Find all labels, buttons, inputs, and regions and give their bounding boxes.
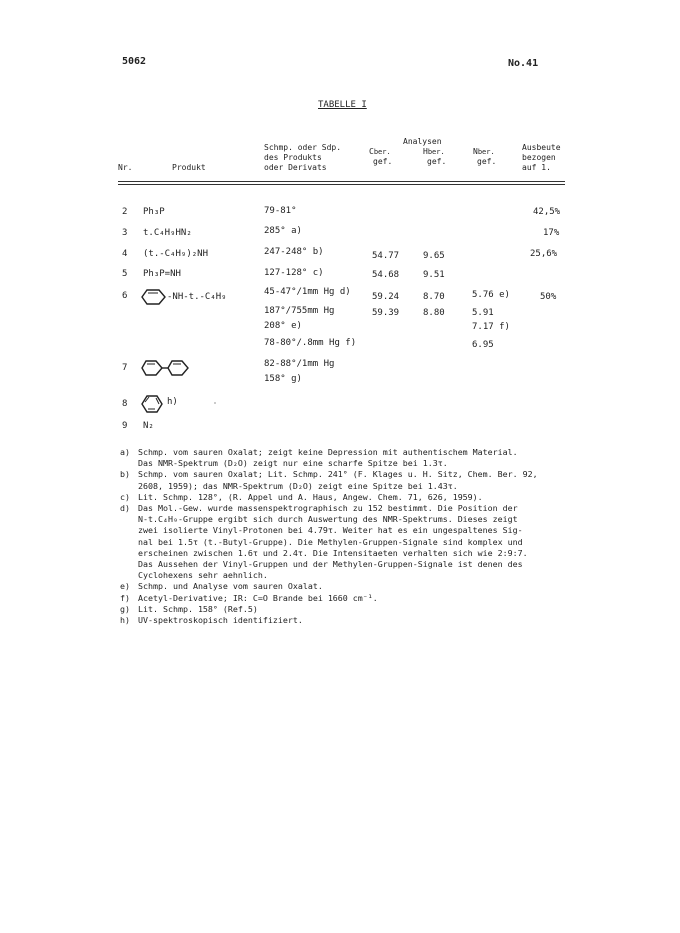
footnote-text: Cyclohexens sehr aehnlich.: [138, 570, 268, 581]
footnote-text: Das Aussehen der Vinyl-Gruppen und der Methylen-Gruppen-Signale ist denen des: [138, 559, 523, 570]
row-h: 8.80: [423, 308, 445, 318]
col-h-gef: gef.: [427, 157, 447, 166]
footnote-label: a): [120, 447, 130, 457]
footnote: [120, 604, 580, 615]
col-produkt: Produkt: [172, 163, 206, 172]
col-h-ber: ber.: [427, 148, 445, 156]
row-product: Ph₃P=NH: [143, 269, 181, 279]
footnote-text: 2608, 1959); das NMR-Spektrum (D₂O) zeigt eine Spitze bei 1.43τ.: [138, 480, 458, 491]
row-nr: 3: [122, 228, 128, 238]
row-mp: 158° g): [264, 374, 302, 384]
row-nr: 5: [122, 269, 128, 279]
footnote-label: d): [120, 503, 130, 514]
col-c-symbol: C: [369, 147, 374, 156]
row-yield: 50%: [540, 292, 557, 302]
row-product: N₂: [143, 421, 154, 431]
row-mp: 285° a): [264, 226, 302, 236]
row-product: (t.-C₄H₉)₂NH: [143, 249, 209, 259]
footnote: [120, 447, 580, 458]
footnote-text: Schmp. vom sauren Oxalat; Lit. Schmp. 241° (F. Klages u. H. Sitz, Chem. Ber. 92,: [138, 469, 538, 480]
table-title: TABELLE I: [318, 100, 367, 110]
footnote-label: e): [120, 581, 130, 592]
footnote: [120, 503, 580, 514]
col-h: [423, 147, 446, 167]
row-h: 8.70: [423, 292, 445, 302]
issue-number: No.41: [508, 58, 539, 69]
row-nr: 7: [122, 363, 128, 373]
col-ausbeute-line: auf 1.: [522, 163, 551, 172]
row-h: 9.51: [423, 270, 445, 280]
footnote-text: Schmp. und Analyse vom sauren Oxalat.: [138, 581, 323, 592]
col-nr: Nr.: [118, 163, 133, 172]
footnote-label: h): [120, 615, 130, 626]
row-product: h): [167, 397, 178, 407]
footnote-text: UV-spektroskopisch identifiziert.: [138, 615, 303, 626]
footnote-text: erscheinen zwischen 1.6τ und 2.4τ. Die Intensitaeten verhalten sich wie 2:9:7.: [138, 547, 528, 558]
row-mp: 208° e): [264, 321, 302, 331]
footnote: [120, 615, 580, 626]
col-schmp: [264, 143, 341, 173]
col-c-gef: gef.: [373, 157, 393, 166]
row-c: 59.24: [372, 292, 400, 302]
row-yield: 25,6%: [530, 249, 558, 259]
header-rule: [118, 181, 565, 182]
col-schmp-line: oder Derivats: [264, 163, 327, 172]
col-analysen: Analysen: [403, 137, 442, 146]
row-mp: 127-128° c): [264, 268, 324, 278]
row-mp: 78-80°/.8mm Hg f): [264, 338, 357, 348]
footnotes: [120, 447, 580, 626]
footnote-label: f): [120, 592, 130, 603]
footnote-label: g): [120, 603, 130, 614]
header-rule-double: [118, 184, 565, 185]
col-schmp-line: Schmp. oder Sdp.: [264, 143, 342, 152]
footnote: [120, 469, 580, 480]
benzene-ring-icon: [141, 393, 163, 415]
scan-speck: [214, 402, 216, 404]
col-ausbeute-line: bezogen: [522, 153, 556, 162]
row-product: Ph₃P: [143, 207, 165, 217]
footnote-text: nal bei 1.5τ (t.-Butyl-Gruppe). Die Methylen-Gruppen-Signale sind komplex und: [138, 536, 523, 547]
row-h: 9.65: [423, 251, 445, 261]
row-mp: 187°/755mm Hg: [264, 306, 335, 316]
col-n-gef: gef.: [477, 157, 497, 166]
row-n: 6.95: [472, 340, 494, 350]
row-n: 5.91: [472, 308, 494, 318]
cyclohexene-ring-icon: [141, 288, 167, 306]
row-nr: 4: [122, 249, 128, 259]
footnote-label: b): [120, 469, 130, 480]
col-h-symbol: H: [423, 147, 428, 156]
row-product: -NH-t.-C₄H₉: [167, 292, 227, 302]
col-ausbeute-line: Ausbeute: [522, 143, 561, 152]
row-c: 54.68: [372, 270, 400, 280]
footnote-text: Das NMR-Spektrum (D₂O) zeigt nur eine scharfe Spitze bei 1.3τ.: [138, 458, 448, 469]
col-n-symbol: N: [473, 147, 478, 156]
footnote-text: Lit. Schmp. 128°, (R. Appel und A. Haus, Angew. Chem. 71, 626, 1959).: [138, 491, 483, 502]
row-mp: 82-88°/1mm Hg: [264, 359, 335, 369]
col-n-ber: ber.: [477, 148, 495, 156]
row-yield: 17%: [543, 228, 560, 238]
row-product: t.C₄H₉HN₂: [143, 228, 192, 238]
col-c-ber: ber.: [373, 148, 391, 156]
footnote-text: N-t.C₄H₉-Gruppe ergibt sich durch Auswertung des NMR-Spektrums. Dieses zeigt: [138, 514, 518, 525]
footnote-text: Schmp. vom sauren Oxalat; zeigt keine Depression mit authentischem Material.: [138, 447, 518, 457]
col-n: [473, 147, 496, 167]
row-mp: 247-248° b): [264, 247, 324, 257]
row-yield: 42,5%: [533, 207, 561, 217]
row-nr: 6: [122, 291, 128, 301]
footnote-text: Lit. Schmp. 158° (Ref.5): [138, 603, 258, 614]
row-n: 7.17 f): [472, 322, 510, 332]
bicyclohexenyl-structure-icon: [141, 358, 189, 378]
footnote-text: Das Mol.-Gew. wurde massenspektrographisch zu 152 bestimmt. Die Position der: [138, 503, 518, 514]
footnote-text: Acetyl-Derivative; IR: C=O Brande bei 1660 cm⁻¹.: [138, 592, 378, 603]
footnote: [120, 593, 580, 604]
footnote: [120, 492, 580, 503]
page-number: 5062: [122, 56, 147, 67]
row-nr: 9: [122, 421, 128, 431]
row-mp: 79-81°: [264, 206, 297, 216]
footnote-label: c): [120, 491, 130, 502]
col-ausbeute: [522, 143, 561, 173]
col-schmp-line: des Produkts: [264, 153, 322, 162]
footnote-text: zwei isolierte Vinyl-Protonen bei 4.79τ. Weiter hat es ein ungespaltenes Sig-: [138, 525, 523, 536]
row-n: 5.76 e): [472, 290, 510, 300]
row-nr: 8: [122, 399, 128, 409]
row-nr: 2: [122, 207, 128, 217]
footnote: [120, 581, 580, 592]
row-c: 59.39: [372, 308, 400, 318]
row-mp: 45-47°/1mm Hg d): [264, 287, 351, 297]
row-c: 54.77: [372, 251, 400, 261]
col-c: [369, 147, 392, 167]
